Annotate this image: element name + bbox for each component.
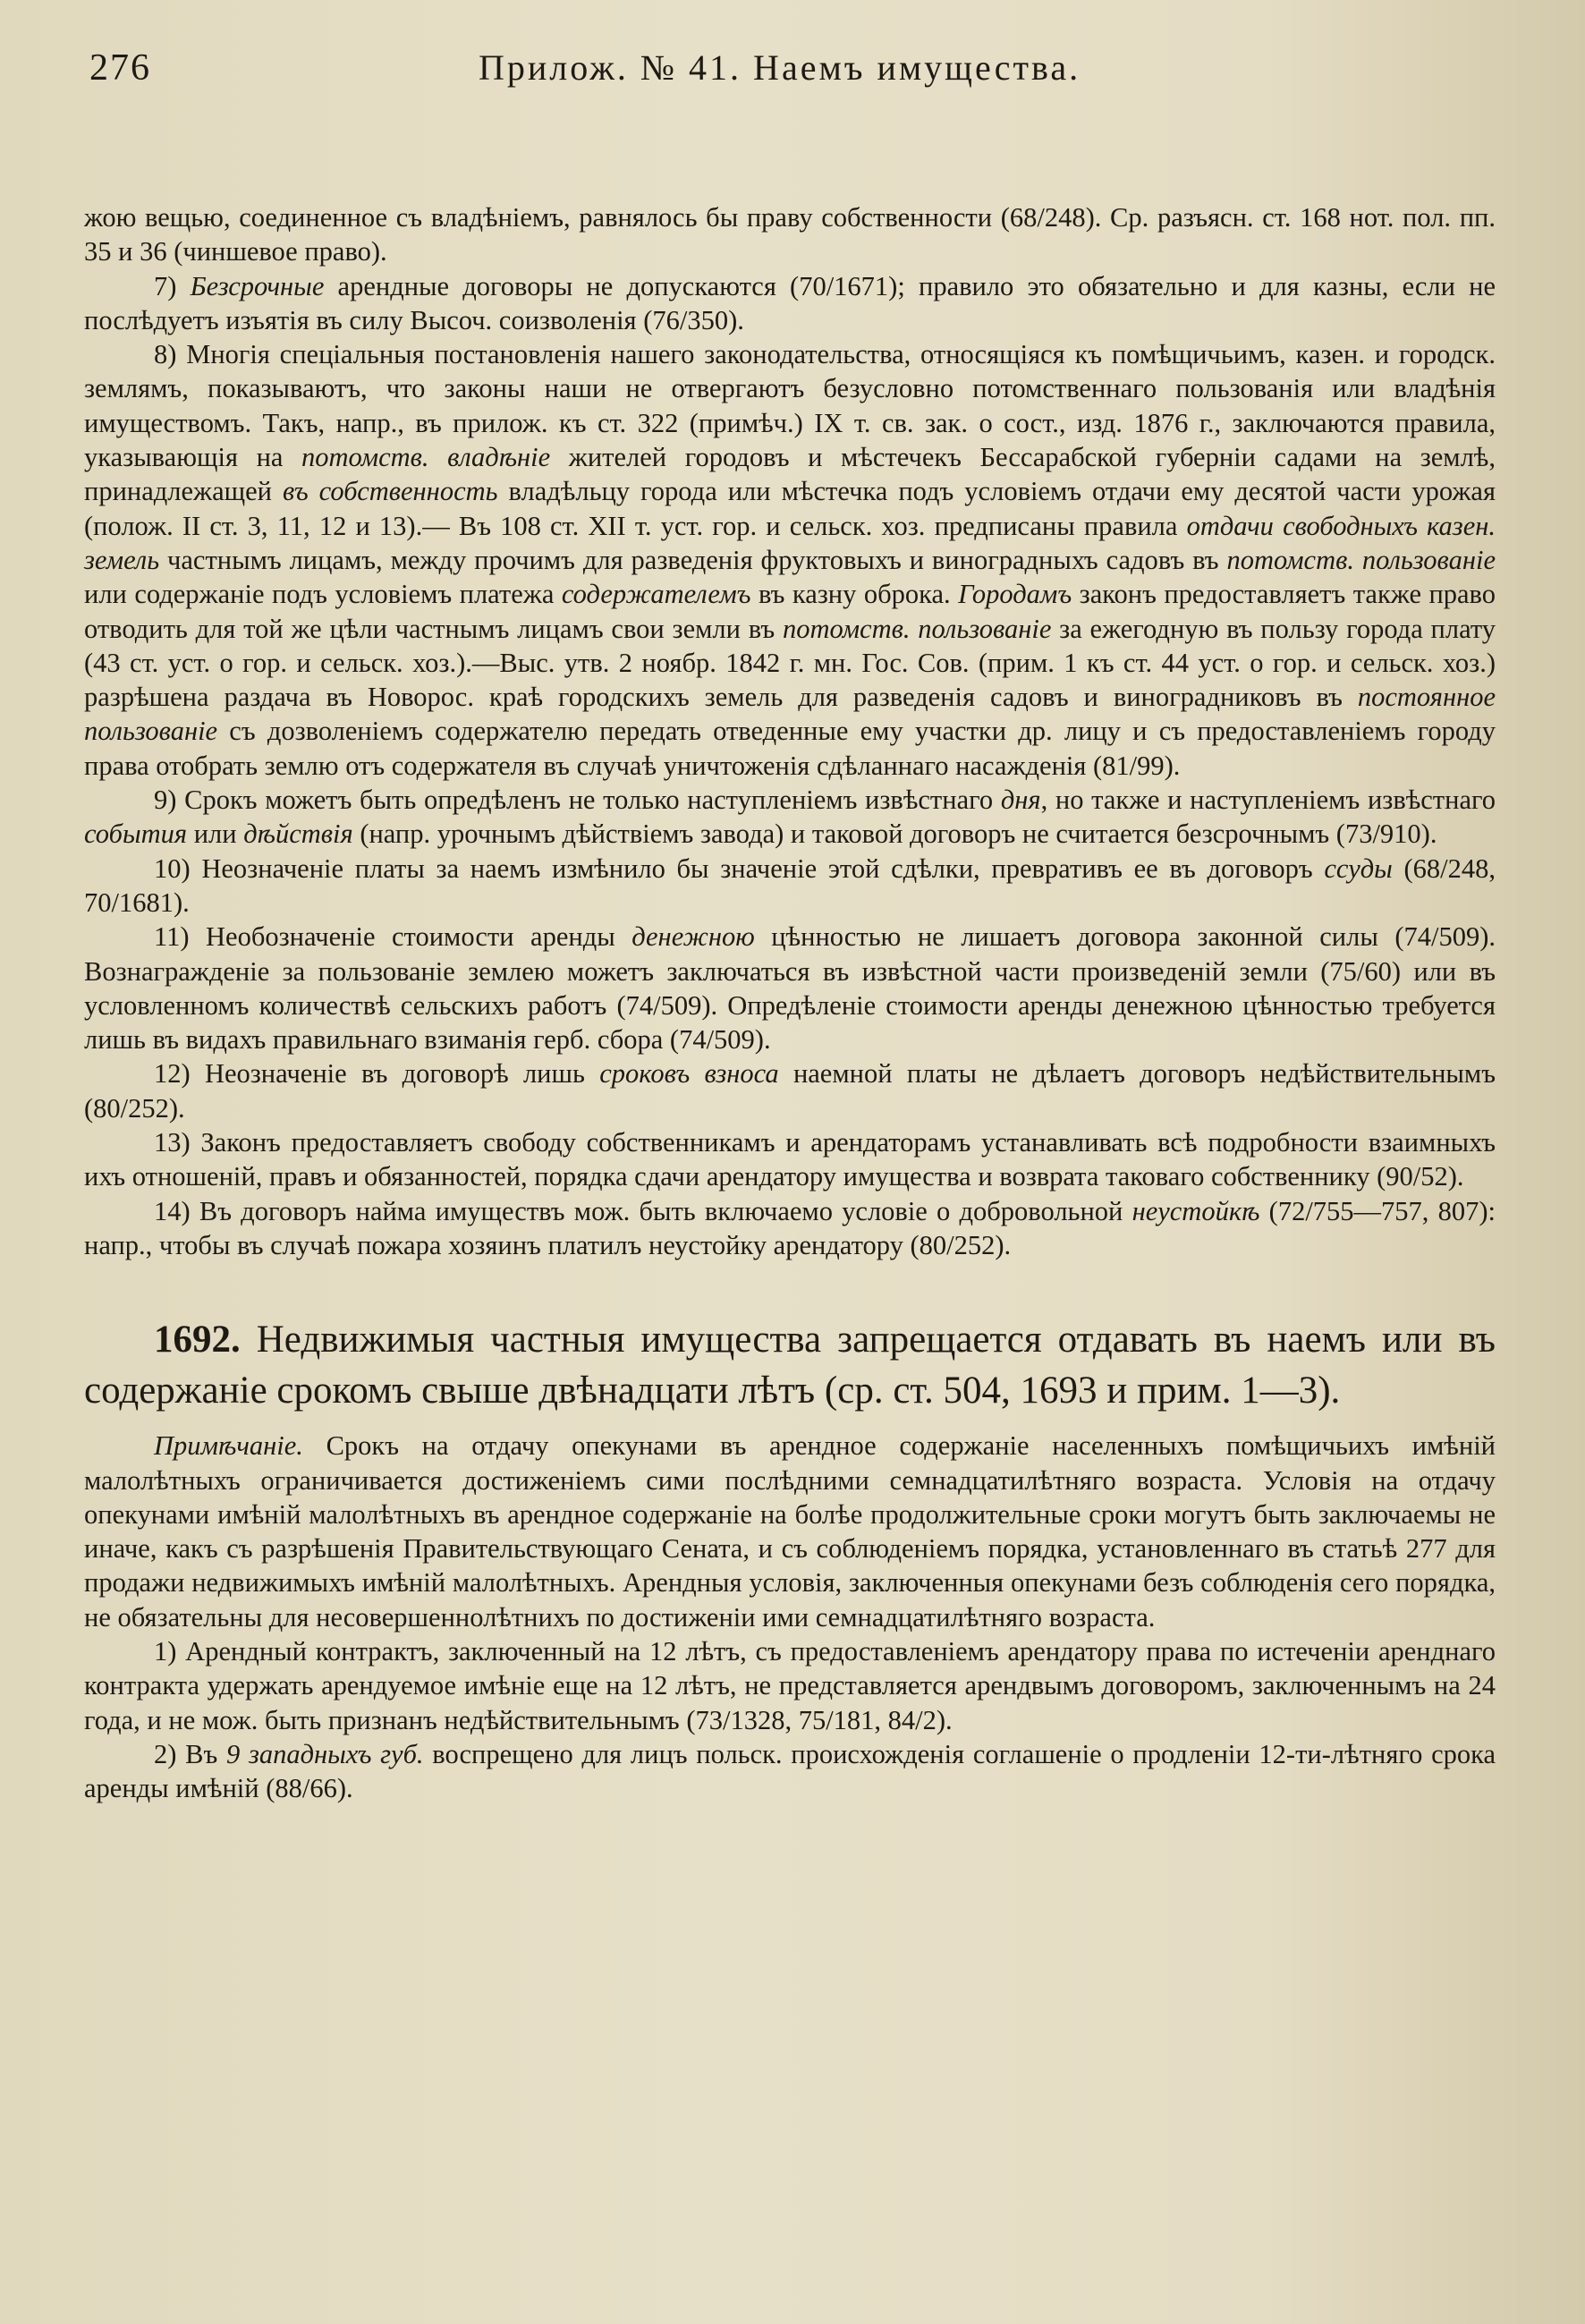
note-item-1: 1) Арендный контрактъ, заключенный на 12 лѣтъ, съ предоставленіемъ арендатору права по истеченіи аренднаго контракта удержать арендуемое имѣніе еще на 12 лѣтъ, не представляется арендвымъ договоромъ, заключеннымъ на 24 года, и не мож. быть признанъ недѣйствительнымъ (73/1328, 75/181, 84/2). bbox=[84, 1635, 1496, 1735]
article-note bbox=[84, 1429, 1496, 1634]
article-text: Недвижимыя частныя имущества запрещается отдавать въ наемъ или въ содержаніе срокомъ свыше двѣнадцати лѣтъ (ср. ст. 504, 1693 и прим. 1—3). bbox=[84, 1319, 1496, 1412]
paragraph-item-7: 7) Безсрочные арендные договоры не допускаются (70/1671); правило это обязательно и для казны, если не послѣдуетъ изъятія въ силу Высоч. соизволенія (76/350). bbox=[84, 270, 1496, 335]
paragraph-continuation: жою вещью, соединенное съ владѣніемъ, равнялось бы праву собственности (68/248). Ср. разъясн. ст. 168 нот. пол. пп. 35 и 36 (чиншевое право). bbox=[84, 202, 1496, 267]
running-title: Прилож. № 41. Наемъ имущества. bbox=[479, 47, 1081, 88]
page-number: 276 bbox=[89, 47, 151, 89]
paragraph-item-8: 8) Многія спеціальныя постановленія нашего законодательства, относящіяся къ помѣщичьимъ, казен. и городск. землямъ, показываютъ, что законы наши не отвергаютъ безусловно потомственнаго пользованія или владѣнія имуществомъ. Такъ, напр., въ прилож. къ ст. 322 (примѣч.) IX т. св. зак. о сост., изд. 1876 г., заключаются правила, указывающія на потомств. владѣніе жителей городовъ и мѣстечекъ Бессарабской губерніи садами на землѣ, принадлежащей въ собственность владѣльцу города или мѣстечка подъ условіемъ отдачи ему десятой части урожая (полож. II ст. 3, 11, 12 и 13).— Въ 108 ст. XII т. уст. гор. и сельск. хоз. предписаны правила отдачи свободныхъ казен. земель частнымъ лицамъ, между прочимъ для разведенія фруктовыхъ и виноградныхъ садовъ въ потомств. пользованіе или содержаніе подъ условіемъ платежа содержателемъ въ казну оброка. Городамъ законъ предоставляетъ также право отводить для той же цѣли частнымъ лицамъ свои земли въ потомств. пользованіе за ежегодную въ пользу города плату (43 ст. уст. о гор. и сельск. хоз.).—Выс. утв. 2 ноябр. 1842 г. мн. Гос. Сов. (прим. 1 къ ст. 44 уст. о гор. и сельск. хоз.) разрѣшена раздача въ Новорос. краѣ городскихъ земель для разведенія садовъ и виноградниковъ въ постоянное пользованіе съ дозволеніемъ содержателю передать отведенные ему участки др. лицу и съ предоставленіемъ городу права отобрать землю отъ содержателя въ случаѣ уничтоженія сдѣланнаго насажденія (81/99). bbox=[84, 339, 1496, 781]
page-header bbox=[72, 43, 1496, 97]
note-item-2: 2) Въ 9 западныхъ губ. воспрещено для лицъ польск. происхожденія соглашеніе о продленіи 12-ти-лѣтняго срока аренды имѣній (88/66). bbox=[84, 1738, 1496, 1804]
paragraph-item-10: 10) Неозначеніе платы за наемъ измѣнило бы значеніе этой сдѣлки, превративъ ее въ договоръ ссуды (68/248, 70/1681). bbox=[84, 852, 1496, 918]
paragraph-item-12: 12) Неозначеніе въ договорѣ лишь сроковъ взноса наемной платы не дѣлаетъ договоръ недѣйствительнымъ (80/252). bbox=[84, 1058, 1496, 1124]
page-body bbox=[72, 200, 1496, 1805]
paragraph-item-14: 14) Въ договоръ найма имуществъ мож. быть включаемо условіе о добровольной неустойкѣ (72/755—757, 807): напр., чтобы въ случаѣ пожара хозяинъ платилъ неустойку арендатору (80/252). bbox=[84, 1195, 1496, 1260]
paragraph-item-13: 13) Законъ предоставляетъ свободу собственникамъ и арендаторамъ устанавливать всѣ подробности взаимныхъ ихъ отношеній, правъ и обязанностей, порядка сдачи арендатору имущества и возврата таковаго собственнику (90/52). bbox=[84, 1127, 1496, 1192]
note-text: Срокъ на отдачу опекунами въ арендное содержаніе населенныхъ помѣщичьихъ имѣній малолѣтныхъ ограничивается достиженіемъ сими послѣдними семнадцатилѣтняго возраста. Условія на отдачу опекунами имѣній малолѣтныхъ въ арендное содержаніе на болѣе продолжительные сроки могутъ быть заключаемы не иначе, какъ съ разрѣшенія Правительствующаго Сената, и съ соблюденіемъ порядка, установленнаго въ статьѣ 277 для продажи недвижимыхъ имѣній малолѣтныхъ. Арендныя условія, заключенныя опекунами безъ соблюденія сего порядка, не обязательны для несовершеннолѣтнихъ по достиженіи ими семнадцатилѣтняго возраста. bbox=[84, 1430, 1496, 1633]
article-1692 bbox=[84, 1314, 1496, 1416]
paragraph-item-9: 9) Срокъ можетъ быть опредѣленъ не только наступленіемъ извѣстнаго дня, но также и наступленіемъ извѣстнаго события или дѣйствія (напр. урочнымъ дѣйствіемъ завода) и таковой договоръ не считается безсрочнымъ (73/910). bbox=[84, 785, 1496, 850]
note-label: Примѣчаніе. bbox=[154, 1430, 303, 1462]
paragraph-item-11: 11) Необозначеніе стоимости аренды денежною цѣнностью не лишаетъ договора законной силы (74/509). Вознагражденіе за пользованіе землею можетъ заключаться въ извѣстной части произведеній земли (75/60) или въ условленномъ количествѣ сельскихъ работъ (74/509). Опредѣленіе стоимости аренды денежною цѣнностью требуется лишь въ видахъ правильнаго взиманія герб. сбора (74/509). bbox=[84, 921, 1496, 1056]
article-number: 1692. bbox=[154, 1319, 241, 1361]
